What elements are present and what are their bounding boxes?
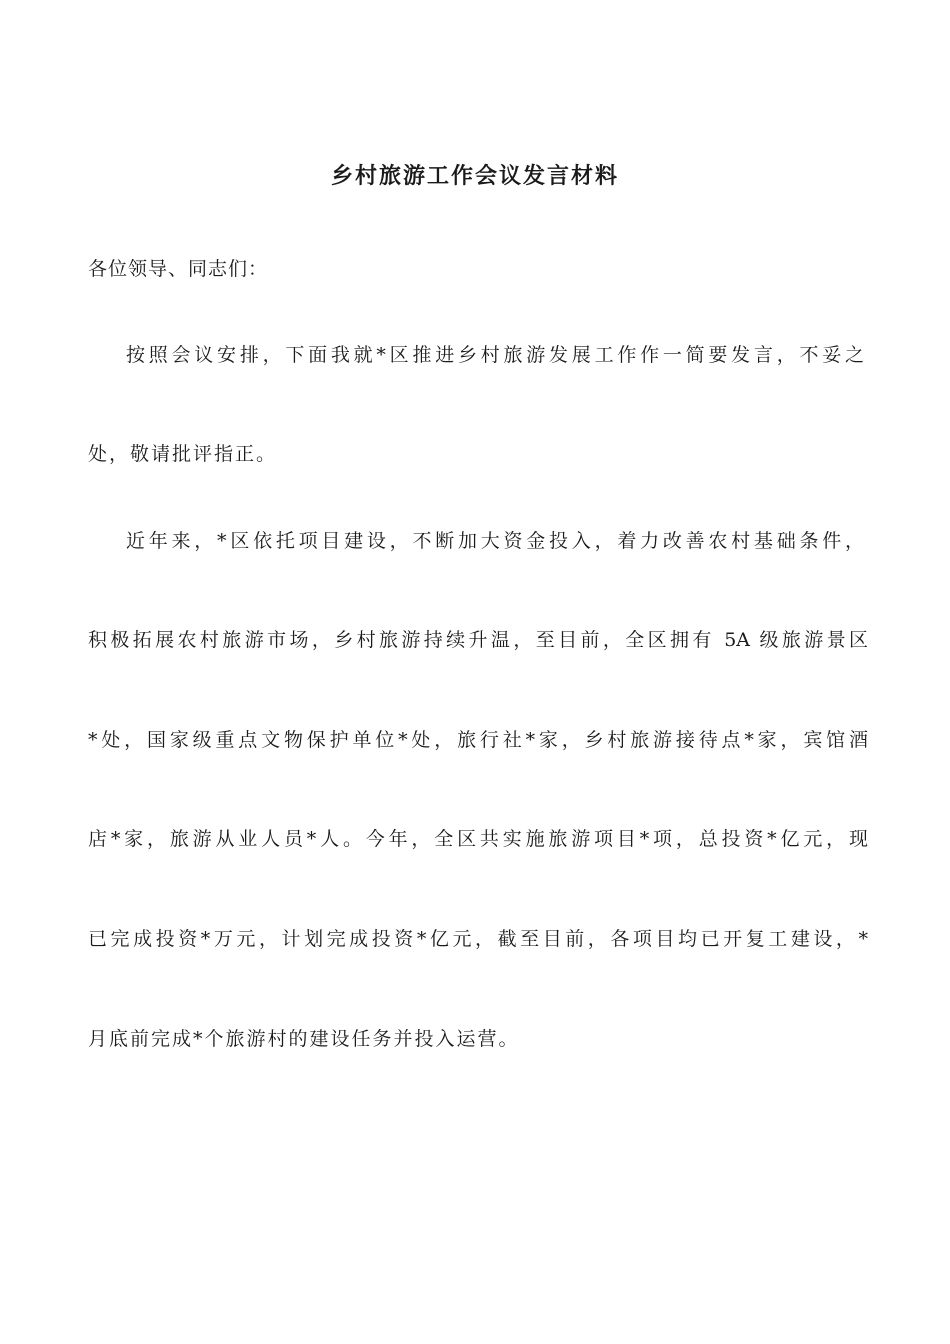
paragraph-2-line-5: 已完成投资*万元，计划完成投资*亿元，截至目前，各项目均已开复工建设，* bbox=[88, 928, 868, 950]
paragraph-2-line-3: *处，国家级重点文物保护单位*处，旅行社*家，乡村旅游接待点*家，宾馆酒 bbox=[88, 729, 868, 751]
document-title: 乡村旅游工作会议发言材料 bbox=[330, 163, 619, 189]
paragraph-2-line-6: 月底前完成*个旅游村的建设任务并投入运营。 bbox=[88, 1028, 520, 1050]
paragraph-1-line-2: 处，敬请批评指正。 bbox=[88, 443, 278, 465]
paragraph-2-line-2: 积极拓展农村旅游市场，乡村旅游持续升温，至目前，全区拥有 5A 级旅游景区 bbox=[88, 629, 868, 651]
paragraph-2-line-4: 店*家，旅游从业人员*人。今年，全区共实施旅游项目*项，总投资*亿元，现 bbox=[88, 828, 868, 850]
paragraph-2-line-1: 近年来，*区依托项目建设，不断加大资金投入，着力改善农村基础条件， bbox=[126, 530, 864, 552]
salutation: 各位领导、同志们： bbox=[88, 258, 269, 280]
paragraph-1-line-1: 按照会议安排，下面我就*区推进乡村旅游发展工作作一简要发言，不妥之 bbox=[126, 344, 864, 366]
